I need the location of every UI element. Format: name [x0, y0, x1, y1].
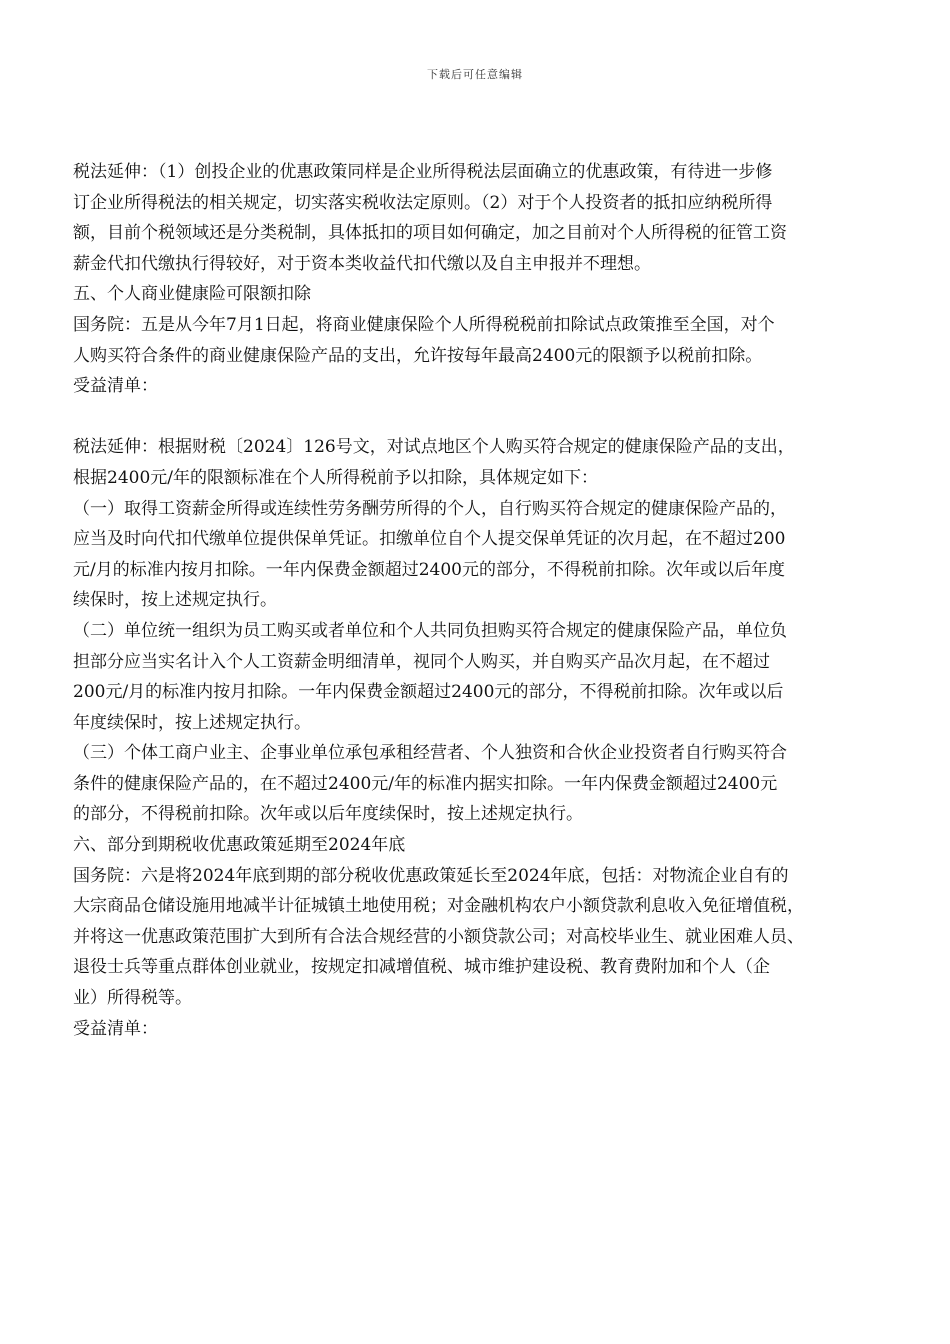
text-line: 大宗商品仓储设施用地减半计征城镇土地使用税；对金融机构农户小额贷款利息收入免征增值税， — [73, 896, 804, 917]
heading-text: 六、部分到期税收优惠政策延期至2024年底 — [73, 835, 406, 856]
text-line: 退役士兵等重点群体创业就业，按规定扣减增值税、城市维护建设税、教育费附加和个人（企 — [73, 957, 770, 978]
text-line: （一）取得工资薪金所得或连续性劳务酬劳所得的个人，自行购买符合规定的健康保险产品的， — [73, 498, 787, 519]
text-line: 200元/月的标准内按月扣除。一年内保费金额超过2400元的部分，不得税前扣除。次年或以后 — [73, 682, 784, 703]
paragraph-state-council-five — [73, 310, 885, 371]
label-text: 受益清单： — [73, 376, 158, 397]
text-line: 国务院：五是从今年7月1日起，将商业健康保险个人所得税税前扣除试点政策推至全国，对个 — [73, 314, 775, 335]
text-line: 担部分应当实名计入个人工资薪金明细清单，视同个人购买，并自购买产品次月起，在不超过 — [73, 651, 770, 672]
benefit-list-label — [73, 371, 885, 402]
text-line: （二）单位统一组织为员工购买或者单位和个人共同负担购买符合规定的健康保险产品，单位负 — [73, 620, 787, 641]
text-line: 并将这一优惠政策范围扩大到所有合法合规经营的小额贷款公司；对高校毕业生、就业困难人员、 — [73, 926, 804, 947]
page-header-note: 下载后可任意编辑 — [427, 68, 523, 81]
text-line: 根据2400元/年的限额标准在个人所得税前予以扣除，具体规定如下： — [73, 467, 598, 488]
text-line: 税法延伸：（1）创投企业的优惠政策同样是企业所得税法层面确立的优惠政策，有待进一步修 — [73, 162, 773, 182]
text-line: 订企业所得税法的相关规定，切实落实税收法定原则。（2）对于个人投资者的抵扣应纳税所得 — [73, 192, 773, 213]
paragraph-item-two — [73, 616, 885, 738]
section-heading-five — [73, 279, 885, 310]
label-text: 受益清单： — [73, 1018, 158, 1039]
text-line: 人购买符合条件的商业健康保险产品的支出，允许按每年最高2400元的限额予以税前扣除。 — [73, 345, 763, 366]
text-line: 元/月的标准内按月扣除。一年内保费金额超过2400元的部分，不得税前扣除。次年或以后年度 — [73, 559, 785, 580]
text-line: （三）个体工商户业主、企事业单位承包承租经营者、个人独资和合伙企业投资者自行购买符合 — [73, 743, 787, 764]
paragraph-item-three — [73, 738, 885, 830]
paragraph-tax-extension-venture — [73, 157, 885, 279]
text-line: 应当及时向代扣代缴单位提供保单凭证。扣缴单位自个人提交保单凭证的次月起，在不超过200 — [73, 529, 786, 550]
paragraph-state-council-six — [73, 861, 885, 1014]
text-line: 续保时，按上述规定执行。 — [73, 590, 277, 611]
text-line: 条件的健康保险产品的，在不超过2400元/年的标准内据实扣除。一年内保费金额超过2400元 — [73, 773, 778, 794]
text-line: 税法延伸：根据财税〔2024〕126号文，对试点地区个人购买符合规定的健康保险产品的支出， — [73, 437, 795, 458]
benefit-list-label — [73, 1014, 885, 1045]
section-heading-six — [73, 830, 885, 861]
paragraph-item-one — [73, 494, 885, 616]
text-line: 业）所得税等。 — [73, 988, 192, 1009]
text-line: 的部分，不得税前扣除。次年或以后年度续保时，按上述规定执行。 — [73, 804, 583, 825]
text-line: 额，目前个税领域还是分类税制，具体抵扣的项目如何确定，加之目前对个人所得税的征管工资 — [73, 223, 787, 244]
paragraph-tax-extension-health — [73, 432, 885, 493]
heading-text: 五、个人商业健康险可限额扣除 — [73, 284, 311, 305]
text-line: 薪金代扣代缴执行得较好，对于资本类收益代扣代缴以及自主申报并不理想。 — [73, 253, 651, 274]
text-line: 国务院：六是将2024年底到期的部分税收优惠政策延长至2024年底，包括：对物流企业自有的 — [73, 865, 789, 886]
document-body — [73, 157, 885, 1044]
text-line: 年度续保时，按上述规定执行。 — [73, 712, 311, 733]
blank-line — [73, 402, 885, 433]
